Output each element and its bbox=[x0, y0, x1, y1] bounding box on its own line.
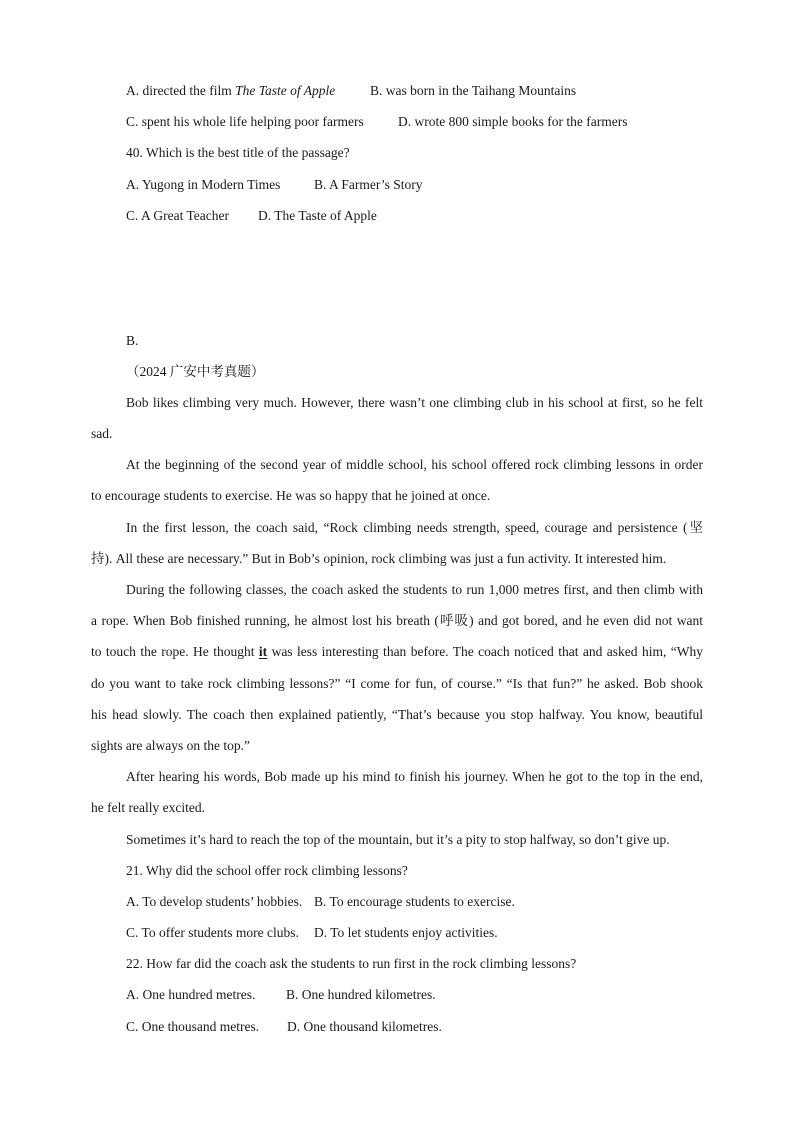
prev-question-option-d: D. wrote 800 simple books for the farmers bbox=[398, 114, 628, 130]
prev-question-option-row-cd bbox=[91, 106, 703, 137]
document-page bbox=[91, 75, 703, 1042]
question-40-option-b: B. A Farmer’s Story bbox=[314, 176, 423, 192]
paragraph-4-line-3-before: to touch the rope. He thought bbox=[91, 644, 259, 660]
question-22-option-row-ab bbox=[91, 979, 703, 1010]
paragraph-5-line-2: he felt really excited. bbox=[91, 800, 205, 816]
paragraph-4-line-6: sights are always on the top.” bbox=[91, 737, 250, 753]
question-21-option-a: A. To develop students’ hobbies. bbox=[126, 893, 303, 909]
question-22-option-row-cd bbox=[91, 1011, 703, 1042]
question-40-option-row-cd bbox=[91, 200, 703, 231]
question-22: 22. How far did the coach ask the students to run first in the rock climbing lessons? bbox=[126, 956, 577, 972]
paragraph-4-line-3-after: was less interesting than before. The coach noticed that and asked him, “Why bbox=[267, 644, 703, 660]
paragraph-1-line-1: Bob likes climbing very much. However, there wasn’t one climbing club in his school at first, so he felt bbox=[126, 394, 703, 410]
paragraph-3-line-2: 持). All these are necessary.” But in Bob’s opinion, rock climbing was just a fun activity. It interested him. bbox=[91, 550, 667, 566]
underlined-word-it: it bbox=[258, 644, 268, 660]
question-40-option-row-ab bbox=[91, 169, 703, 200]
paragraph-2-line-1: At the beginning of the second year of middle school, his school offered rock climbing lessons in order bbox=[126, 457, 703, 473]
paragraph-4-line-4: do you want to take rock climbing lessons?” “I come for fun, of course.” “Is that fun?” he asked. Bob shook bbox=[91, 675, 703, 691]
question-22-option-d: D. One thousand kilometres. bbox=[287, 1018, 442, 1034]
paragraph-4-line-3 bbox=[91, 636, 703, 667]
question-22-option-b: B. One hundred kilometres. bbox=[286, 987, 436, 1003]
blank-space bbox=[91, 231, 703, 325]
prev-question-option-row-ab bbox=[91, 75, 703, 106]
question-21-option-d: D. To let students enjoy activities. bbox=[314, 925, 498, 941]
option-a-film-title: The Taste of Apple bbox=[235, 83, 336, 98]
question-21-option-row-ab bbox=[91, 886, 703, 917]
option-a-text: A. directed the film bbox=[126, 83, 236, 98]
prev-question-option-a bbox=[126, 83, 335, 98]
question-21-option-c: C. To offer students more clubs. bbox=[126, 925, 299, 941]
prev-question-option-c: C. spent his whole life helping poor farmers bbox=[126, 114, 364, 130]
paragraph-1-line-2: sad. bbox=[91, 426, 113, 442]
question-40-option-a: A. Yugong in Modern Times bbox=[126, 176, 281, 192]
source-note: （2024 广安中考真题） bbox=[126, 363, 265, 379]
question-21: 21. Why did the school offer rock climbing lessons? bbox=[126, 862, 408, 878]
question-22-option-c: C. One thousand metres. bbox=[126, 1018, 260, 1034]
paragraph-3-line-1: In the first lesson, the coach said, “Rock climbing needs strength, speed, courage and persistence (坚 bbox=[126, 519, 703, 535]
paragraph-5-line-1: After hearing his words, Bob made up his mind to finish his journey. When he got to the top in the end, bbox=[126, 769, 703, 785]
paragraph-4-line-5: his head slowly. The coach then explained patiently, “That’s because you stop halfway. You know, beautiful bbox=[91, 706, 703, 722]
question-22-option-a: A. One hundred metres. bbox=[126, 987, 256, 1003]
question-21-option-row-cd bbox=[91, 917, 703, 948]
question-40-option-c: C. A Great Teacher bbox=[126, 207, 230, 223]
section-label: B. bbox=[126, 332, 139, 348]
question-40-option-d: D. The Taste of Apple bbox=[258, 207, 377, 223]
question-21-option-b: B. To encourage students to exercise. bbox=[314, 893, 515, 909]
paragraph-6-line-1: Sometimes it’s hard to reach the top of the mountain, but it’s a pity to stop halfway, so don’t give up. bbox=[126, 831, 670, 847]
paragraph-2-line-2: to encourage students to exercise. He was so happy that he joined at once. bbox=[91, 488, 491, 504]
prev-question-option-b: B. was born in the Taihang Mountains bbox=[370, 83, 577, 98]
paragraph-4-line-2: a rope. When Bob finished running, he almost lost his breath (呼吸) and got bored, and he even did not want bbox=[91, 613, 703, 629]
paragraph-4-line-1: During the following classes, the coach asked the students to run 1,000 metres first, and then climb with bbox=[126, 582, 703, 598]
question-40: 40. Which is the best title of the passage? bbox=[126, 145, 350, 161]
